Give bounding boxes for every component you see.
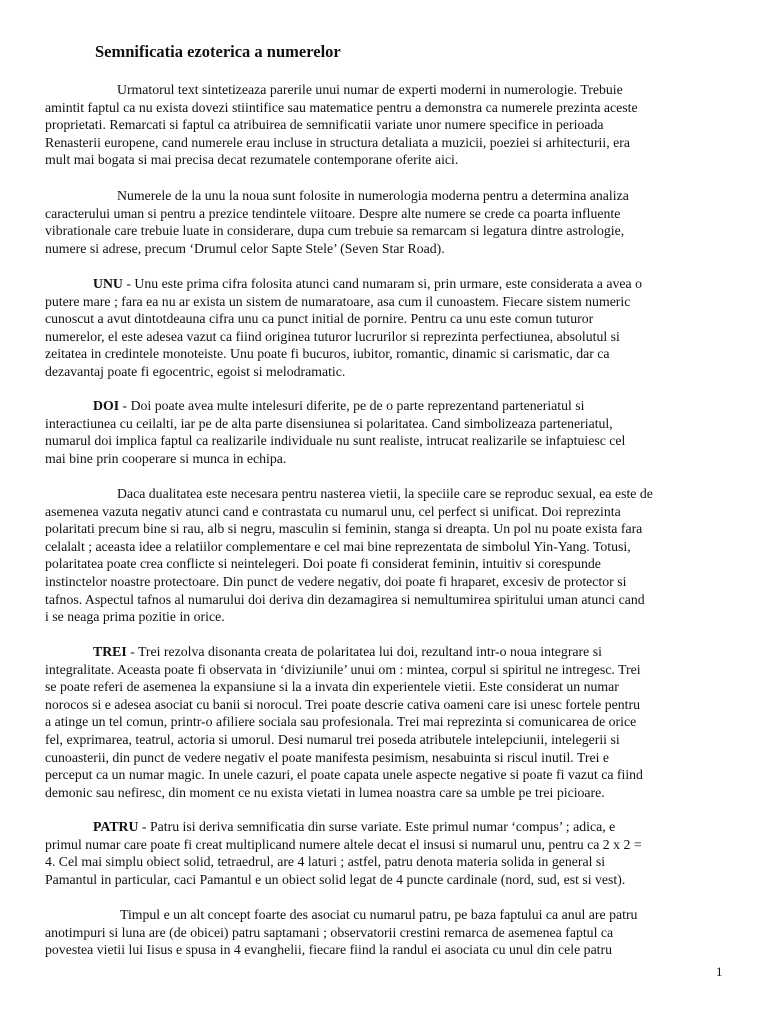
- text-line: demonic sau nefiresc, din moment ce nu exista vietati in lumea noastra care sa umble pe trei picioare.: [45, 784, 605, 800]
- text-line: perceput ca un numar magic. In unele cazuri, el poate capata unele aspecte negative si poate fi vazut ca fiind: [45, 767, 643, 783]
- text-line: interactiunea cu ceilalti, iar pe de alta parte disensiunea si polaritatea. Cand simbolizeaza parteneriatul,: [45, 415, 613, 431]
- text-line: numere si adrese, precum ‘Drumul celor Sapte Stele’ (Seven Star Road).: [45, 240, 445, 256]
- text-line: polaritatea poate crea conflicte si neintelegeri. Doi poate fi considerat feminin, intuitiv si corespunde: [45, 556, 601, 572]
- section-heading-doi: DOI: [93, 398, 120, 413]
- text-line: a atinge un tel comun, printr-o afiliere sociala sau profesionala. Trei mai reprezinta si comunicarea de orice: [45, 714, 637, 730]
- text-line: instinctelor noastre protectoare. Din punct de vedere negativ, doi poate fi hraparet, excesiv de protector si: [45, 573, 627, 589]
- text-line: proprietati. Remarcati si faptul ca atribuirea de semnificatii variate unor numere specifice in perioada: [45, 117, 604, 133]
- text-line: - Trei rezolva disonanta creata de polaritatea lui doi, rezultand intr-o noua integrare si: [126, 644, 602, 659]
- text-line: Numerele de la unu la noua sunt folosite in numerologia moderna pentru a determina analiza: [117, 188, 629, 203]
- text-line: integralitate. Aceasta poate fi observata in ‘diviziunile’ unui om : mintea, corpul si spiritul ne intregesc. Trei: [45, 661, 641, 677]
- text-line: mai bine prin cooperare si munca in echipa.: [45, 450, 287, 466]
- text-line: numerelor, el este adesea vazut ca fiind originea tuturor lucrurilor si reprezinta perfectiunea, absolutul si: [45, 328, 620, 344]
- text-line: Renasterii europene, cand numerele erau incluse in structura detaliata a muzicii, poeziei si arhitecturii, era: [45, 134, 630, 150]
- text-line: dezavantaj poate fi egocentric, egoist si melodramatic.: [45, 363, 346, 379]
- section-heading-patru: PATRU: [93, 819, 139, 834]
- text-line: numarul doi implica faptul ca realizarile individuale nu sunt realiste, intrucat realizarile se infaptuiesc cel: [45, 433, 626, 449]
- text-line: Pamantul in particular, caci Pamantul e un obiect solid legat de 4 puncte cardinale (nord, sud, est si vest).: [45, 871, 626, 887]
- paragraph-intro: [45, 81, 730, 169]
- text-line: cunoasterii, din punct de vedere negativ el poate manifesta pesimism, nesabuinta si riscul inutil. Trei e: [45, 749, 610, 765]
- text-line: tafnos. Aspectul tafnos al numarului doi deriva din dezamagirea si nemultumirea spiritului uman atunci cand: [45, 591, 645, 607]
- document-title: Semnificatia ezoterica a numerelor: [95, 42, 341, 61]
- text-line: zeitatea in credintele monoteiste. Unu poate fi bucuros, iubitor, romantic, dinamic si carismatic, dar ca: [45, 346, 610, 362]
- text-line: Timpul e un alt concept foarte des asociat cu numarul patru, pe baza faptului ca anul are patru: [120, 907, 638, 922]
- text-line: - Doi poate avea multe intelesuri diferite, pe de o parte reprezentand parteneriatul si: [119, 398, 585, 413]
- text-line: - Patru isi deriva semnificatia din surse variate. Este primul numar ‘compus’ ; adica, e: [138, 819, 616, 834]
- page-number: 1: [716, 964, 723, 979]
- text-line: - Unu este prima cifra folosita atunci cand numaram si, prin urmare, este considerata a avea o: [122, 276, 642, 291]
- text-line: anotimpuri si luna are (de obicei) patru saptamani ; observatorii crestini remarca de asemenea faptul ca: [45, 924, 614, 940]
- paragraph-patru: [45, 818, 730, 888]
- section-heading-trei: TREI: [93, 644, 127, 659]
- text-line: Daca dualitatea este necesara pentru nasterea vietii, la speciile care se reproduc sexual, ea este de: [117, 486, 653, 501]
- text-line: caracterului uman si pentru a prezice tendintele viitoare. Despre alte numere se crede ca poarta influente: [45, 205, 621, 221]
- paragraph-trei: [45, 643, 730, 801]
- text-line: vibrationale care trebuie luate in considerare, dupa cum trebuie sa remarcam si legatura dintre astrologie,: [45, 223, 625, 239]
- text-line: mult mai bogata si mai precisa decat rezumatele contemporane oferite aici.: [45, 152, 459, 168]
- text-line: fel, exprimarea, teatrul, actoria si umorul. Desi numarul trei poseda atributele intelepciunii, intelegerii si: [45, 731, 620, 747]
- text-line: putere mare ; fara ea nu ar exista un sistem de numaratoare, asa cum il cunoastem. Fiecare sistem numeric: [45, 293, 631, 309]
- text-line: amintit faptul ca nu exista dovezi stiintifice sau matematice pentru a demonstra ca numerele prezinta aceste: [45, 99, 638, 115]
- text-line: Urmatorul text sintetizeaza parerile unui numar de experti moderni in numerologie. Trebuie: [117, 82, 623, 97]
- paragraph-timpul: [45, 906, 730, 959]
- section-heading-unu: UNU: [93, 276, 123, 291]
- paragraph-dualitate: [45, 485, 730, 626]
- text-line: asemenea vazuta negativ atunci cand e contrastata cu numarul unu, cel perfect si unificat. Doi reprezinta: [45, 503, 621, 519]
- text-line: povestea vietii lui Iisus e spusa in 4 evanghelii, fiecare fiind la randul ei asociata cu unul din cele patru: [45, 942, 613, 958]
- text-line: se poate referi de asemenea la expansiune si la a invata din experientele vietii. Este considerat un numar: [45, 679, 619, 695]
- text-line: celalalt ; aceasta idee a relatiilor complementare e cel mai bine reprezentata de simbolul Yin-Yang. Totusi,: [45, 538, 631, 554]
- text-line: i se neaga prima pozitie in orice.: [45, 609, 225, 625]
- text-line: cunoscut a avut dintotdeauna cifra unu ca punct initial de pornire. Pentru ca unu este comun tuturor: [45, 311, 594, 327]
- text-line: primul numar care poate fi creat multiplicand numere altele decat el insusi si numarul unu, pentru ca 2 x 2 =: [45, 836, 642, 852]
- paragraph-doi: [45, 397, 730, 467]
- text-line: 4. Cel mai simplu obiect solid, tetraedrul, are 4 laturi ; astfel, patru denota materia solida in general si: [45, 854, 606, 870]
- paragraph-numbers: [45, 187, 730, 257]
- text-line: polaritati precum bine si rau, alb si negru, masculin si feminin, stanga si dreapta. Un pol nu poate exista fara: [45, 521, 643, 537]
- text-line: norocos si e adesea asociat cu banii si norocul. Trei poate descrie cativa oameni care isi unesc fortele pentru: [45, 696, 640, 712]
- paragraph-unu: [45, 275, 730, 381]
